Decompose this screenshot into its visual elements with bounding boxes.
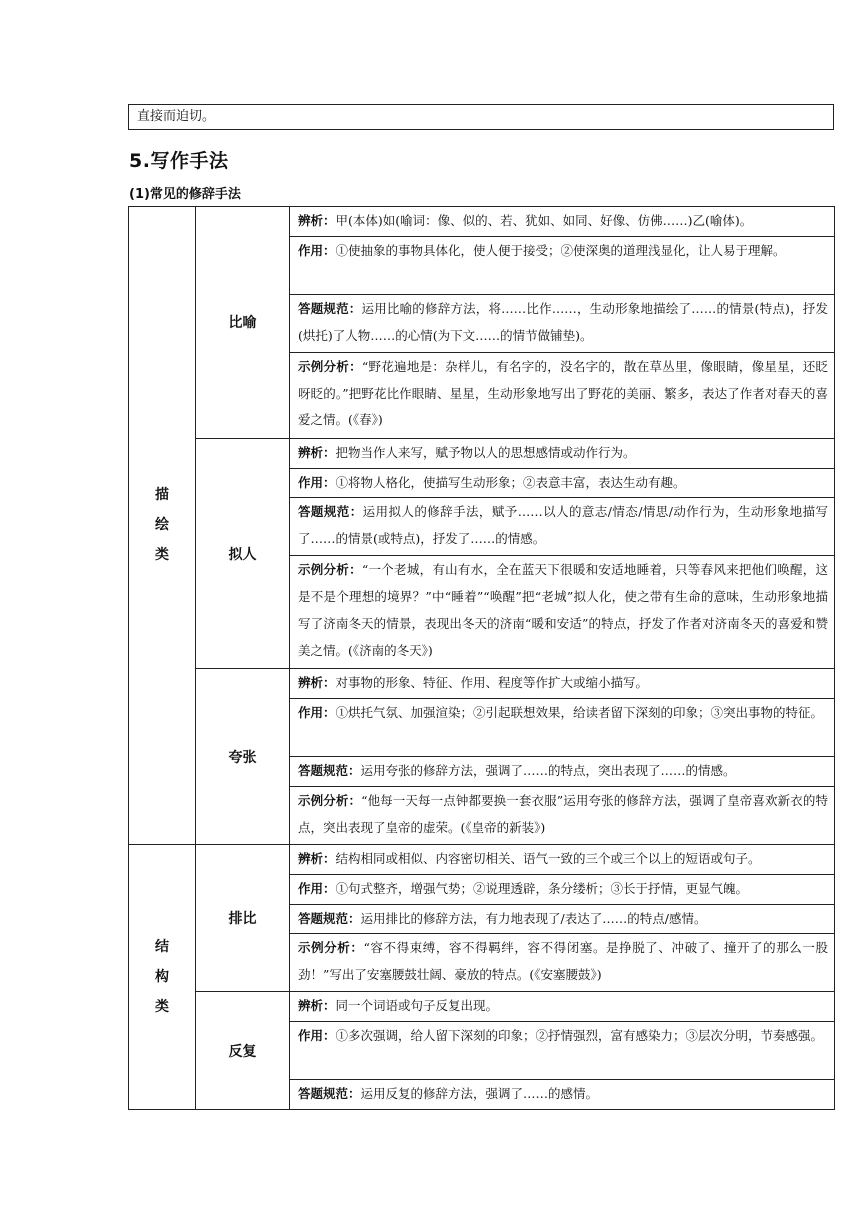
biyu-function: 作用：①使抽象的事物具体化，使人便于接受；②使深奥的道理浅显化，让人易于理解。	[290, 236, 835, 294]
biyu-answer: 答题规范：运用比喻的修辞方法，将……比作……，生动形象地描绘了……的情景(特点)，抒发(烘托)了人物……的心情(为下文……的情节做铺垫)。	[290, 294, 835, 352]
continued-text-box	[128, 104, 834, 130]
fanfu-answer: 答题规范：运用反复的修辞方法，强调了……的感情。	[290, 1080, 835, 1110]
fanfu-function: 作用：①多次强调，给人留下深刻的印象；②抒情强烈，富有感染力；③层次分明，节奏感强。	[290, 1022, 835, 1080]
device-biyu: 比喻	[196, 207, 290, 439]
table-row	[129, 438, 835, 468]
sub-title: (1)常见的修辞手法	[129, 187, 241, 202]
niren-answer: 答题规范：运用拟人的修辞手法，赋予……以人的意志/情态/情思/动作行为，生动形象地描写了……的情景(或特点)，抒发了……的情感。	[290, 498, 835, 556]
biyu-example: 示例分析：“野花遍地是：杂样儿，有名字的，没名字的，散在草丛里，像眼睛，像星星，还眨呀眨的。”把野花比作眼睛、星星，生动形象地写出了野花的美丽、繁多，表达了作者对春天的喜爱之情。(《春》)	[290, 352, 835, 438]
device-niren: 拟人	[196, 438, 290, 669]
paibi-example: 示例分析：“容不得束缚，容不得羁绊，容不得闭塞。是挣脱了、冲破了、撞开了的那么一股劲！”写出了安塞腰鼓壮阔、豪放的特点。(《安塞腰鼓》)	[290, 934, 835, 992]
category-jiegou-label: 结 构 类	[155, 938, 169, 1015]
kuazhang-analysis: 辨析：对事物的形象、特征、作用、程度等作扩大或缩小描写。	[290, 669, 835, 699]
table-row	[129, 992, 835, 1022]
table-row	[129, 844, 835, 874]
rhetoric-table	[128, 206, 835, 1110]
niren-analysis: 辨析：把物当作人来写，赋予物以人的思想感情或动作行为。	[290, 438, 835, 468]
table-row	[129, 207, 835, 237]
paibi-analysis: 辨析：结构相同或相似、内容密切相关、语气一致的三个或三个以上的短语或句子。	[290, 844, 835, 874]
section-title: 5.写作手法	[129, 150, 229, 172]
niren-function: 作用：①将物人格化，使描写生动形象；②表意丰富，表达生动有趣。	[290, 468, 835, 498]
table-row	[129, 669, 835, 699]
device-fanfu: 反复	[196, 992, 290, 1110]
category-miaohui-label: 描 绘 类	[155, 487, 169, 564]
category-miaohui	[129, 207, 196, 845]
paibi-answer: 答题规范：运用排比的修辞方法，有力地表现了/表达了……的特点/感情。	[290, 904, 835, 934]
kuazhang-function: 作用：①烘托气氛、加强渲染；②引起联想效果，给读者留下深刻的印象；③突出事物的特征。	[290, 699, 835, 757]
kuazhang-example: 示例分析：“他每一天每一点钟都要换一套衣服”运用夸张的修辞方法，强调了皇帝喜欢新衣的特点，突出表现了皇帝的虚荣。(《皇帝的新装》)	[290, 786, 835, 844]
paibi-function: 作用：①句式整齐，增强气势；②说理透辟，条分缕析；③长于抒情，更显气魄。	[290, 874, 835, 904]
kuazhang-answer: 答题规范：运用夸张的修辞方法，强调了……的特点，突出表现了……的情感。	[290, 757, 835, 787]
niren-example: 示例分析：“一个老城，有山有水，全在蓝天下很暖和安适地睡着，只等春风来把他们唤醒，这是不是个理想的境界？”中“睡着”“唤醒”把“老城”拟人化，使之带有生命的意味，生动形象地描写了济南冬天的情景，表现出冬天的济南“暖和安适”的特点，抒发了作者对济南冬天的喜爱和赞美之情。(《济南的冬天》)	[290, 556, 835, 669]
device-paibi: 排比	[196, 844, 290, 991]
device-kuazhang: 夸张	[196, 669, 290, 845]
category-jiegou	[129, 844, 196, 1109]
biyu-analysis: 辨析：甲(本体)如(喻词：像、似的、若、犹如、如同、好像、仿佛……)乙(喻体)。	[290, 207, 835, 237]
continued-text: 直接而迫切。	[137, 109, 216, 124]
fanfu-analysis: 辨析：同一个词语或句子反复出现。	[290, 992, 835, 1022]
